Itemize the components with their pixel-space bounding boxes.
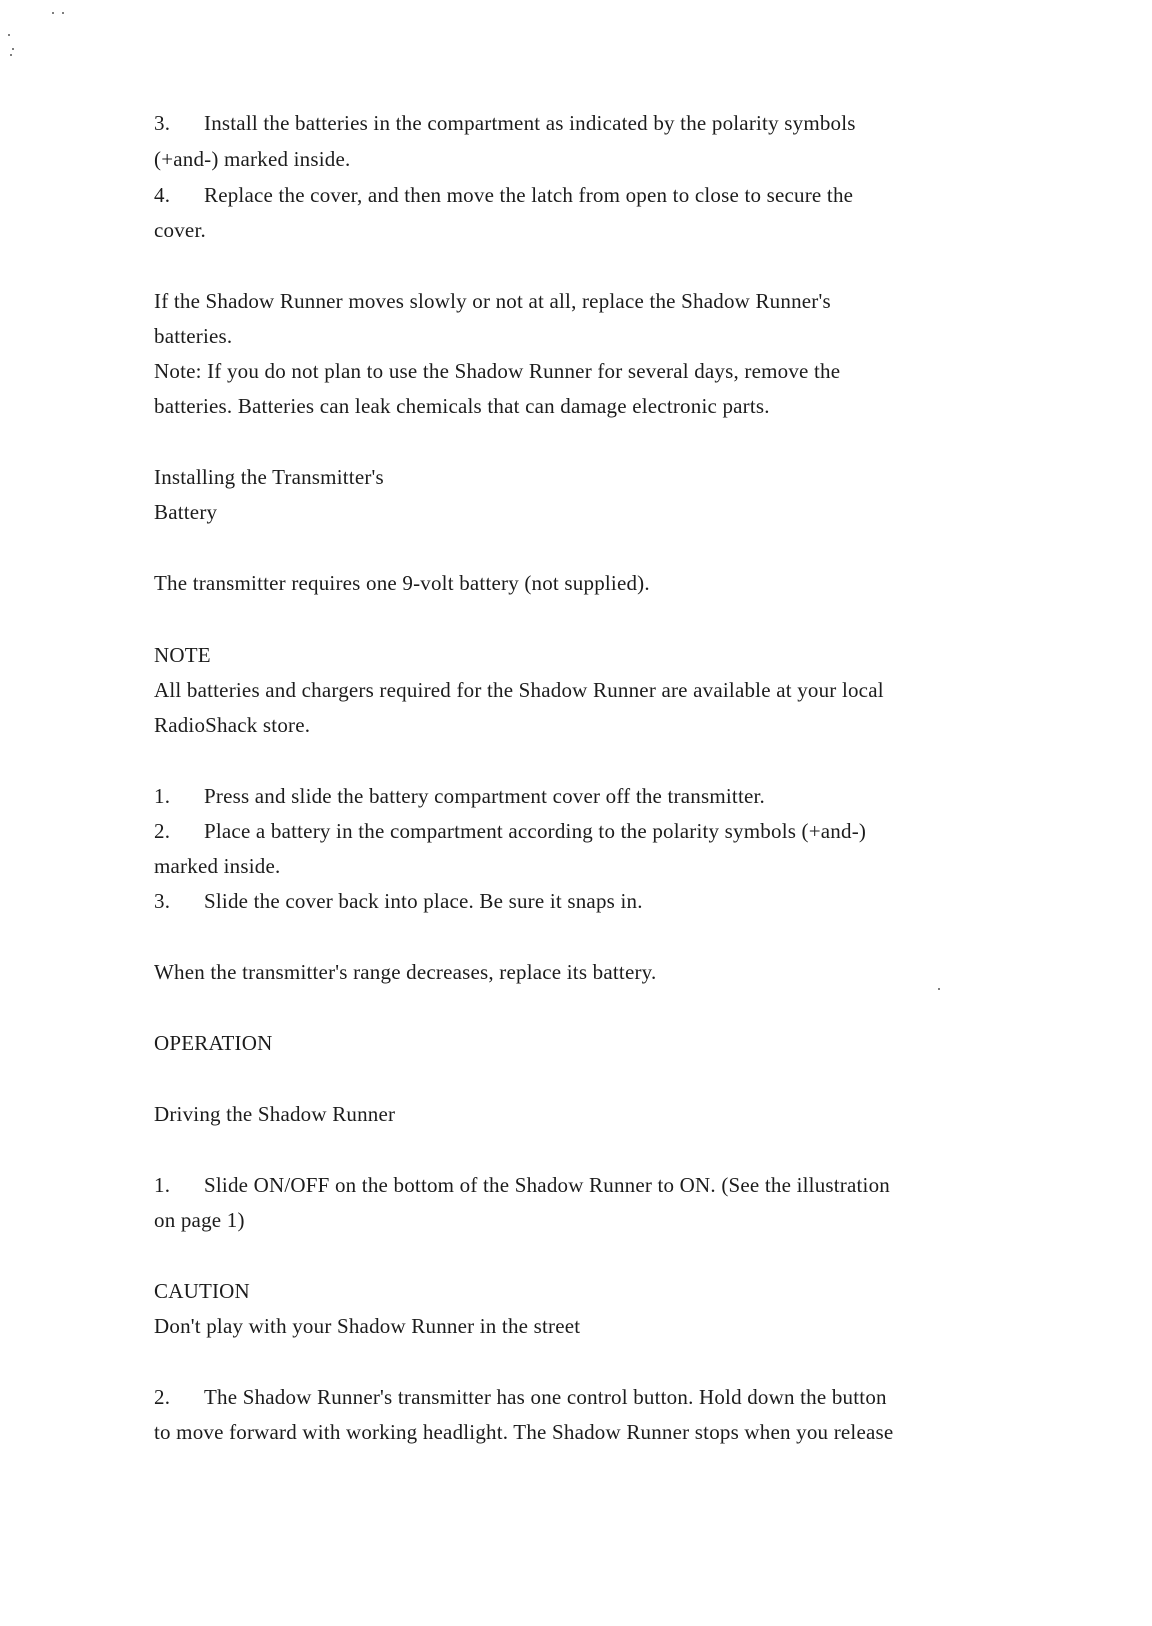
scan-speck [8, 34, 10, 36]
list-text: Slide ON/OFF on the bottom of the Shadow Runner to ON. (See the illustration [204, 1173, 890, 1197]
list-number: 2. [154, 819, 171, 843]
note-heading: NOTE [154, 643, 211, 667]
list-number: 2. [154, 1385, 171, 1409]
list-item-continuation: cover. [154, 218, 206, 242]
list-text: Install the batteries in the compartment as indicated by the polarity symbols [204, 111, 856, 135]
paragraph-line: When the transmitter's range decreases, replace its battery. [154, 960, 657, 984]
scan-speck [62, 12, 64, 14]
list-item-continuation: marked inside. [154, 854, 281, 878]
list-item [154, 182, 853, 208]
list-number: 3. [154, 889, 171, 913]
list-item [154, 1172, 890, 1198]
list-text: The Shadow Runner's transmitter has one control button. Hold down the button [204, 1385, 887, 1409]
paragraph-line: batteries. [154, 324, 233, 348]
scan-speck [938, 988, 940, 990]
list-number: 1. [154, 1173, 171, 1197]
list-item-continuation: (+and-) marked inside. [154, 147, 351, 171]
note-text: All batteries and chargers required for the Shadow Runner are available at your local [154, 678, 884, 702]
list-number: 3. [154, 111, 171, 135]
scan-speck [10, 54, 12, 56]
scan-speck [52, 12, 54, 14]
list-item-continuation: to move forward with working headlight. The Shadow Runner stops when you release [154, 1420, 894, 1444]
list-text: Place a battery in the compartment according to the polarity symbols (+and-) [204, 819, 867, 843]
list-number: 4. [154, 183, 171, 207]
section-heading: Battery [154, 500, 218, 524]
scan-speck [12, 48, 14, 50]
caution-heading: CAUTION [154, 1279, 250, 1303]
list-text: Press and slide the battery compartment cover off the transmitter. [204, 784, 765, 808]
list-item [154, 888, 643, 914]
list-text: Replace the cover, and then move the latch from open to close to secure the [204, 183, 854, 207]
note-line: Note: If you do not plan to use the Shadow Runner for several days, remove the [154, 359, 841, 383]
caution-text: Don't play with your Shadow Runner in the street [154, 1314, 581, 1338]
section-heading: Installing the Transmitter's [154, 465, 384, 489]
subsection-heading: Driving the Shadow Runner [154, 1102, 396, 1126]
paragraph-line: The transmitter requires one 9-volt battery (not supplied). [154, 571, 650, 595]
section-heading: OPERATION [154, 1031, 273, 1055]
note-line: batteries. Batteries can leak chemicals that can damage electronic parts. [154, 394, 770, 418]
paragraph-line: If the Shadow Runner moves slowly or not at all, replace the Shadow Runner's [154, 289, 831, 313]
note-text: RadioShack store. [154, 713, 311, 737]
list-item [154, 110, 856, 136]
list-item-continuation: on page 1) [154, 1208, 245, 1232]
list-item [154, 818, 866, 844]
list-item [154, 783, 765, 809]
list-item [154, 1384, 887, 1410]
list-text: Slide the cover back into place. Be sure it snaps in. [204, 889, 643, 913]
list-number: 1. [154, 784, 171, 808]
